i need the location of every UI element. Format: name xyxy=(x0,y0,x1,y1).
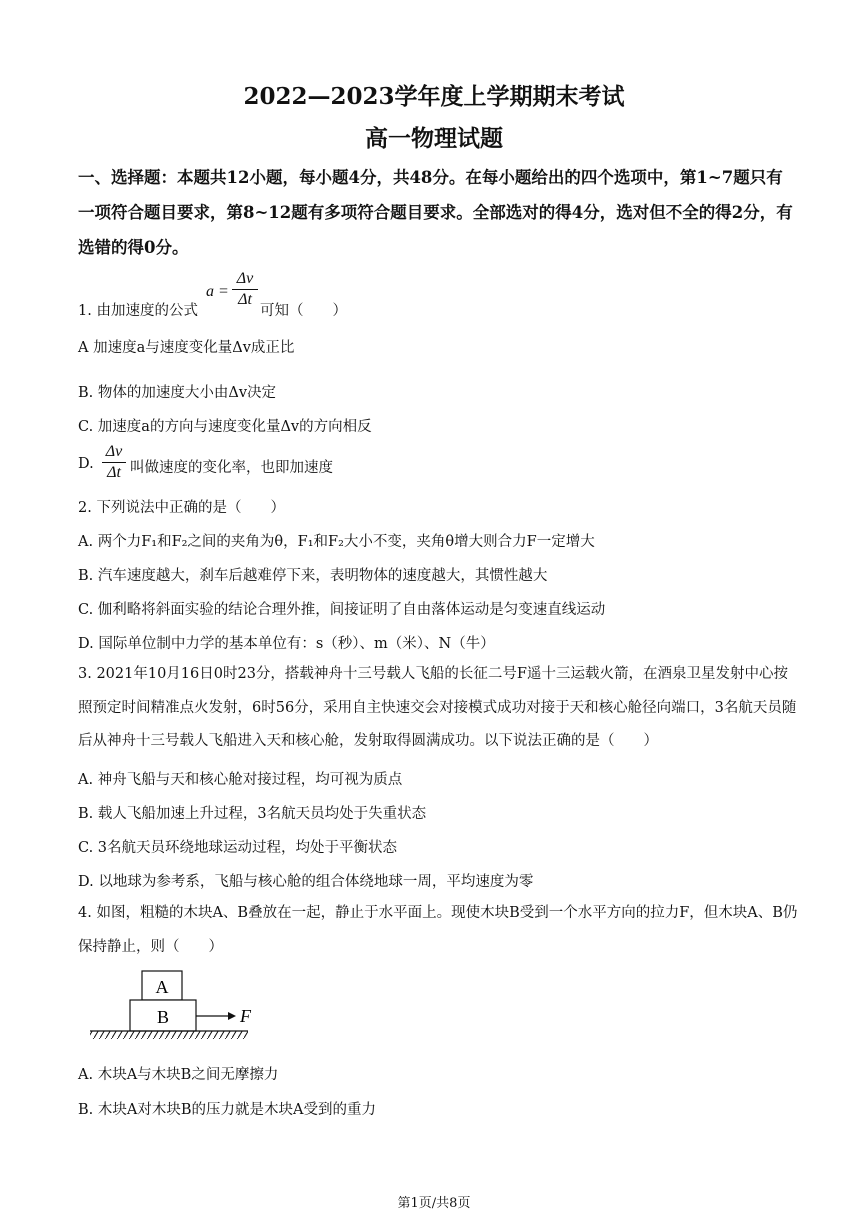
q1-option-d-post: 叫做速度的变化率，也即加速度 xyxy=(130,460,333,476)
q2-option-a: A. 两个力F₁和F₂之间的夹角为θ，F₁和F₂大小不变，夹角θ增大则合力F一定增大 xyxy=(78,534,595,550)
q1-option-d-fraction xyxy=(102,443,126,482)
block-a-label: A xyxy=(155,977,169,997)
q2-option-d: D. 国际单位制中力学的基本单位有：s（秒）、m（米）、N（牛） xyxy=(78,636,495,652)
q2-option-b: B. 汽车速度越大，刹车后越难停下来，表明物体的速度越大，其惯性越大 xyxy=(78,568,548,584)
q2-option-c: C. 伽利略将斜面实验的结论合理外推，间接证明了自由落体运动是匀变速直线运动 xyxy=(78,602,606,618)
force-label: F xyxy=(240,1006,251,1026)
section-instructions: 一、选择题：本题共12小题，每小题4分，共48分。在每小题给出的四个选项中，第1~7题只有一项符合题目要求，第8~12题有多项符合题目要求。全部选对的得4分，选对但不全的得2分，有选错的得0分。 xyxy=(78,168,793,257)
ground-hatch xyxy=(90,1031,248,1039)
q3-option-a: A. 神舟飞船与天和核心舱对接过程，均可视为质点 xyxy=(78,772,403,788)
q1-formula-fraction xyxy=(232,270,258,309)
q1-stem-post: 可知（ ） xyxy=(260,303,347,319)
q1-option-b: B. 物体的加速度大小由Δv决定 xyxy=(78,385,277,401)
q4-stem: 4. 如图，粗糙的木块A、B叠放在一起，静止于水平面上。现使木块B受到一个水平方向的拉力F，但木块A、B仍保持静止，则（ ） xyxy=(78,905,798,955)
fraction-bar xyxy=(232,289,258,290)
q1-stem-pre: 1. 由加速度的公式 xyxy=(78,303,198,319)
q1-formula-denominator: Δt xyxy=(238,291,252,308)
q4-figure-blocks xyxy=(88,968,258,1047)
q3-option-d: D. 以地球为参考系，飞船与核心舱的组合体绕地球一周，平均速度为零 xyxy=(78,874,534,890)
q1-option-a: A 加速度a与速度变化量Δv成正比 xyxy=(78,340,295,356)
page-footer: 第1页/共8页 xyxy=(397,1196,471,1211)
q1-option-d-pre: D. xyxy=(78,456,94,472)
q1-formula-lhs: a = xyxy=(206,283,229,300)
blocks-diagram xyxy=(88,968,258,1043)
q4-option-a: A. 木块A与木块B之间无摩擦力 xyxy=(78,1067,279,1083)
q1-option-d-numerator: Δv xyxy=(105,443,123,460)
exam-title: 2022—2023学年度上学期期末考试 xyxy=(243,83,625,110)
q4-option-b: B. 木块A对木块B的压力就是木块A受到的重力 xyxy=(78,1102,376,1118)
block-b-label: B xyxy=(156,1007,170,1027)
q2-stem: 2. 下列说法中正确的是（ ） xyxy=(78,500,285,516)
fraction-bar xyxy=(102,462,126,463)
q3-option-c: C. 3名航天员环绕地球运动过程，均处于平衡状态 xyxy=(78,840,398,856)
q3-stem: 3. 2021年10月16日0时23分，搭载神舟十三号载人飞船的长征二号F遥十三运载火箭，在酒泉卫星发射中心按照预定时间精准点火发射，6时56分，采用自主快速交会对接模式成功对接于天和核心舱径向端口，3名航天员随后从神舟十三号载人飞船进入天和核心舱，发射取得圆满成功。以下说法正确的是（ ） xyxy=(78,666,797,749)
exam-subtitle: 高一物理试题 xyxy=(365,125,503,152)
q1-formula-numerator: Δv xyxy=(236,270,254,287)
force-arrowhead xyxy=(228,1012,236,1020)
q1-option-c: C. 加速度a的方向与速度变化量Δv的方向相反 xyxy=(78,419,372,435)
q1-option-d-denominator: Δt xyxy=(107,464,121,481)
q3-option-b: B. 载人飞船加速上升过程，3名航天员均处于失重状态 xyxy=(78,806,427,822)
